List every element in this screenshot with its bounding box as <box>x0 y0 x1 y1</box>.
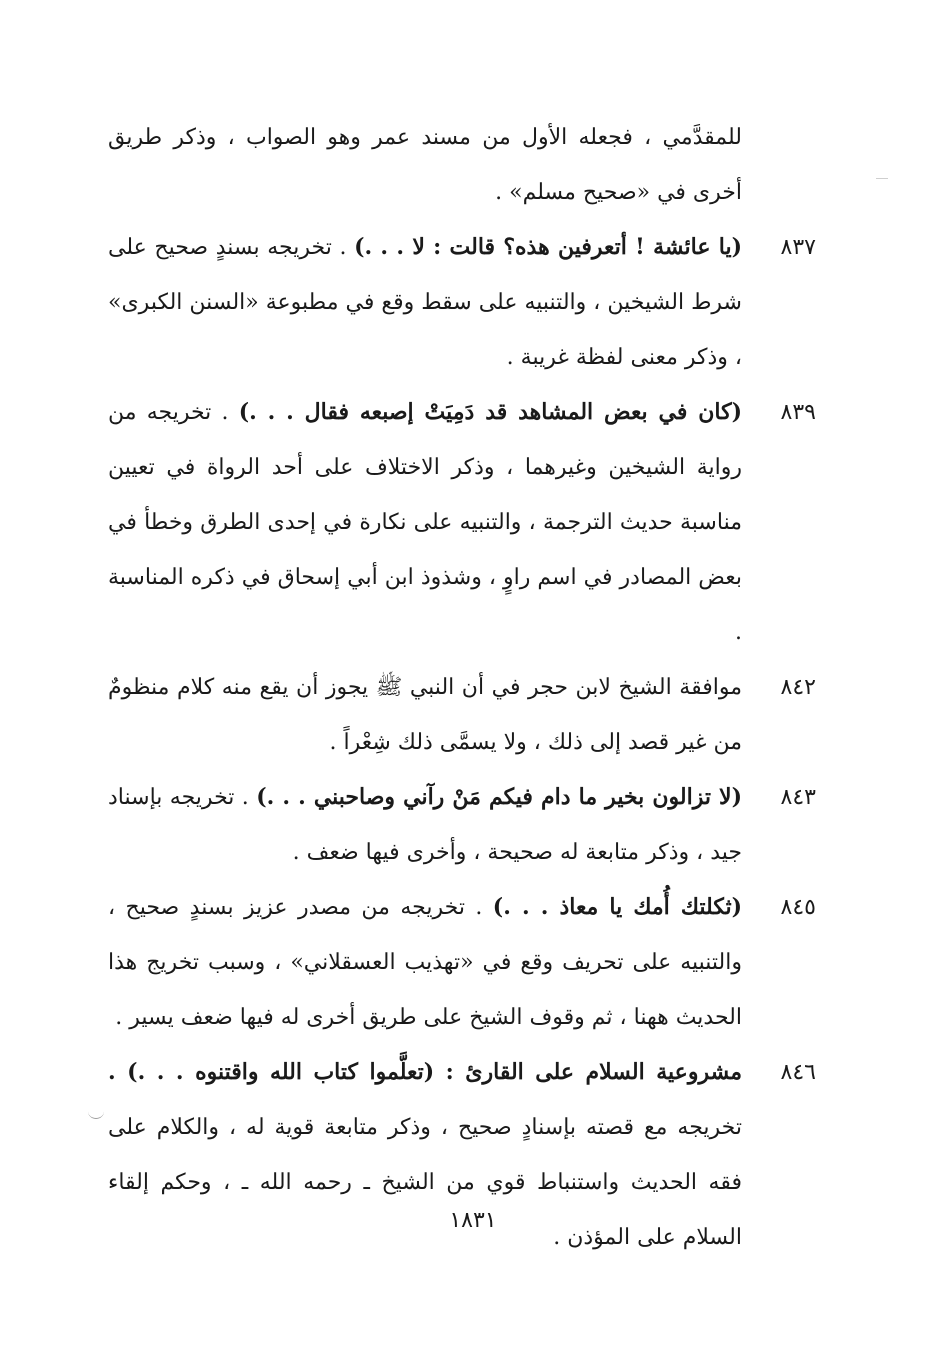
index-entry-839 <box>108 385 816 660</box>
hadith-quote: (يا عائشة ! أتعرفين هذه؟ قالت : لا . . .) <box>354 234 742 260</box>
entry-number: ٨٣٩ <box>780 400 816 425</box>
entry-description: . تخريجه بإسناد جيد ، وذكر متابعة له صحيحة ، وأخرى فيها ضعف . <box>108 785 742 865</box>
continuation-paragraph <box>108 110 816 220</box>
entry-number: ٨٣٧ <box>780 235 816 260</box>
entry-description: تخريجه مع قصته بإسنادٍ صحيح ، وذكر متابعة قوية له ، والكلام على فقه الحديث واستنباط قوي من الشيخ ـ رحمه الله ـ ، وحكم إلقاء السلام على المؤذن . <box>108 1115 742 1250</box>
hadith-quote: مشروعية السلام على القارئ : (تعلَّموا كتاب الله واقتنوه . . .) . <box>108 1059 742 1085</box>
entry-description: موافقة الشيخ لابن حجر في أن النبي ﷺ يجوز أن يقع منه كلام منظومٌ من غير قصد إلى ذلك ، ولا يسمَّى ذلك شِعْراً . <box>108 675 742 755</box>
entry-number: ٨٤٥ <box>780 895 816 920</box>
margin-mark <box>88 1104 104 1119</box>
index-text-block <box>108 110 816 1265</box>
index-entry-837 <box>108 220 816 385</box>
hadith-quote: (ثكلتك أُمك يا معاذ . . .) <box>492 894 743 920</box>
hadith-quote: (لا تزالون بخير ما دام فيكم مَنْ رآني وصاحبني . . .) <box>256 784 742 810</box>
entry-number: ٨٤٢ <box>780 675 816 700</box>
entry-description: . تخريجه من مصدر عزيز بسندٍ صحيح ، والتنبيه على تحريف وقع في «تهذيب العسقلاني» ، وسبب تخريج هذا الحديث ههنا ، ثم وقوف الشيخ على طريق أخرى له فيها ضعف يسير . <box>108 895 742 1030</box>
entry-number: ٨٤٣ <box>780 785 816 810</box>
scan-mark <box>876 178 888 179</box>
entry-description: . تخريجه من رواية الشيخين وغيرهما ، وذكر الاختلاف على أحد الرواة في تعيين مناسبة حديث الترجمة ، والتنبيه على نكارة في إحدى الطرق وخطأ في بعض المصادر في اسم راوٍ ، وشذوذ ابن أبي إسحاق في ذكره المناسبة . <box>108 400 742 645</box>
entry-number: ٨٤٦ <box>780 1060 816 1085</box>
index-entry-845 <box>108 880 816 1045</box>
entry-description: . تخريجه بسندٍ صحيح على شرط الشيخين ، والتنبيه على سقط وقع في مطبوعة «السنن الكبرى» ، وذكر معنى لفظة غريبة . <box>108 235 742 370</box>
index-entry-843 <box>108 770 816 880</box>
hadith-quote: (كان في بعض المشاهد قد دَمِيَتْ إصبعه فقال . . .) <box>238 399 742 425</box>
index-entry-842 <box>108 660 816 770</box>
continuation-text: للمقدَّمي ، فجعله الأول من مسند عمر وهو الصواب ، وذكر طريق أخرى في «صحيح مسلم» . <box>108 125 742 205</box>
page-number: ١٨٣١ <box>449 1208 497 1233</box>
